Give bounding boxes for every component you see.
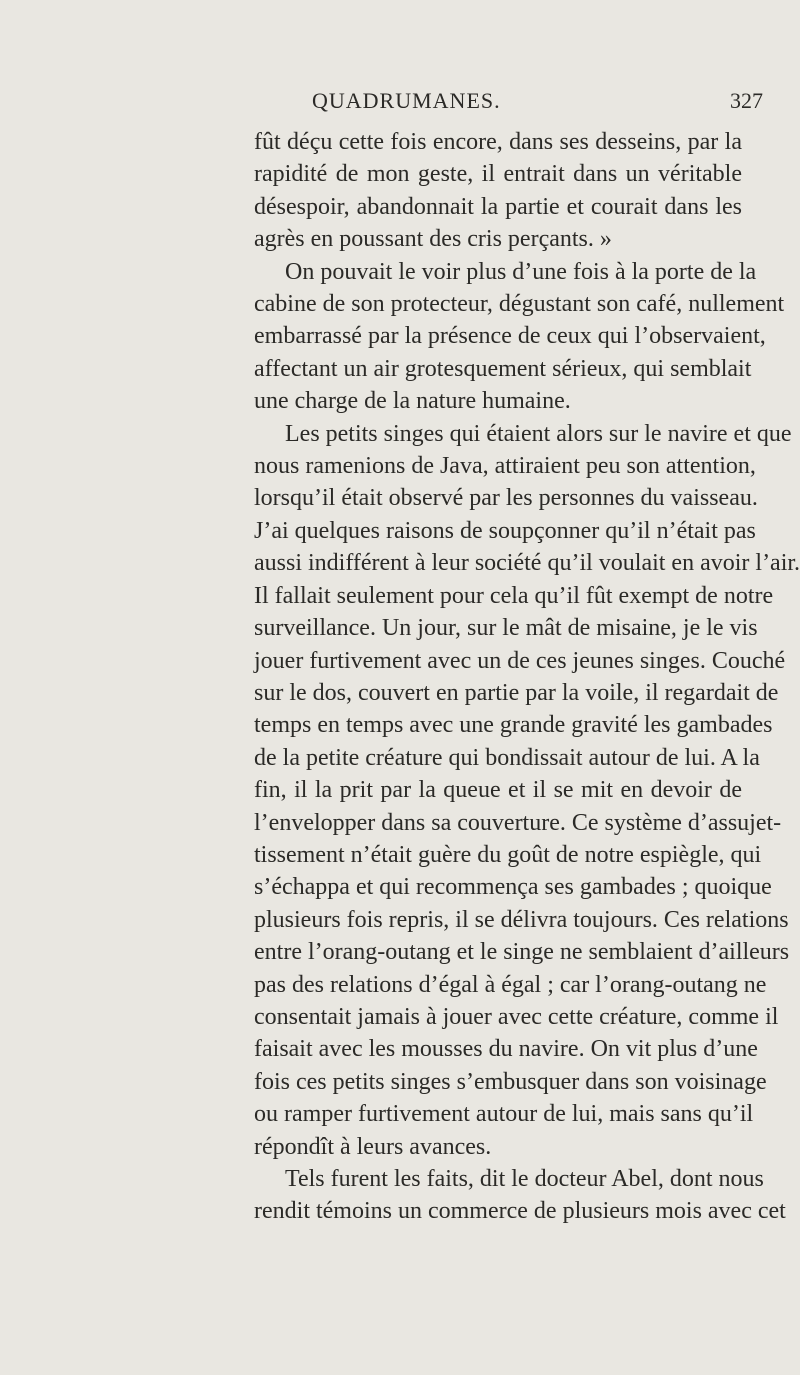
text-line: rendit témoins un commerce de plusieurs mois avec cet — [254, 1198, 786, 1225]
text-line: J’ai quelques raisons de soupçonner qu’il n’était pas — [254, 517, 756, 544]
text-line: embarrassé par la présence de ceux qui l’observaient, — [254, 323, 766, 350]
page-number: 327 — [730, 88, 763, 113]
text-line: rapidité de mon geste, il entrait dans un véritable — [254, 161, 742, 188]
text-line: plusieurs fois repris, il se délivra toujours. Ces relations — [254, 906, 789, 933]
text-line: temps en temps avec une grande gravité les gambades — [254, 712, 773, 739]
text-line: entre l’orang-outang et le singe ne semblaient d’ailleurs — [254, 939, 790, 966]
body-text — [254, 126, 800, 1228]
text-line: désespoir, abandonnait la partie et courait dans les — [254, 193, 742, 220]
text-line: sur le dos, couvert en partie par la voile, il regardait de — [254, 679, 779, 706]
text-line: consentait jamais à jouer avec cette créature, comme il — [254, 1003, 779, 1030]
text-line: ou ramper furtivement autour de lui, mais sans qu’il — [254, 1101, 754, 1128]
text-line: tissement n’était guère du goût de notre espiègle, qui — [254, 841, 762, 868]
text-line: fût déçu cette fois encore, dans ses desseins, par la — [254, 129, 742, 155]
running-title: QUADRUMANES. — [312, 88, 501, 113]
text-line: cabine de son protecteur, dégustant son café, nullement — [254, 291, 785, 318]
paragraph — [254, 418, 800, 1163]
text-line: Les petits singes qui étaient alors sur le navire et que — [285, 420, 792, 447]
text-line: Il fallait seulement pour cela qu’il fût exempt de notre — [254, 582, 774, 609]
text-line: répondît à leurs avances. — [254, 1133, 492, 1160]
text-line: une charge de la nature humaine. — [254, 388, 571, 415]
text-line: agrès en poussant des cris perçants. » — [254, 226, 612, 253]
text-line: l’envelopper dans sa couverture. Ce système d’assujet- — [254, 809, 782, 836]
text-line: de la petite créature qui bondissait autour de lui. A la — [254, 744, 760, 771]
text-line: surveillance. Un jour, sur le mât de misaine, je le vis — [254, 615, 758, 642]
text-line: faisait avec les mousses du navire. On vit plus d’une — [254, 1036, 758, 1063]
text-line: fois ces petits singes s’embusquer dans son voisinage — [254, 1068, 767, 1095]
text-line: lorsqu’il était observé par les personnes du vaisseau. — [254, 485, 758, 512]
paragraph — [254, 256, 785, 418]
text-line: nous ramenions de Java, attiraient peu son attention, — [254, 453, 756, 480]
paragraph — [254, 1163, 786, 1228]
text-line: pas des relations d’égal à égal ; car l’orang-outang ne — [254, 971, 767, 998]
text-line: Tels furent les faits, dit le docteur Abel, dont nous — [285, 1166, 764, 1192]
paragraph — [254, 126, 742, 256]
text-line: On pouvait le voir plus d’une fois à la porte de la — [285, 258, 757, 285]
text-line: fin, il la prit par la queue et il se mit en devoir de — [254, 777, 742, 804]
text-line: s’échappa et qui recommença ses gambades ; quoique — [254, 874, 772, 901]
text-line: affectant un air grotesquement sérieux, qui semblait — [254, 355, 752, 382]
text-line: aussi indifférent à leur société qu’il voulait en avoir l’air. — [254, 550, 800, 577]
text-line: jouer furtivement avec un de ces jeunes singes. Couché — [254, 647, 786, 674]
